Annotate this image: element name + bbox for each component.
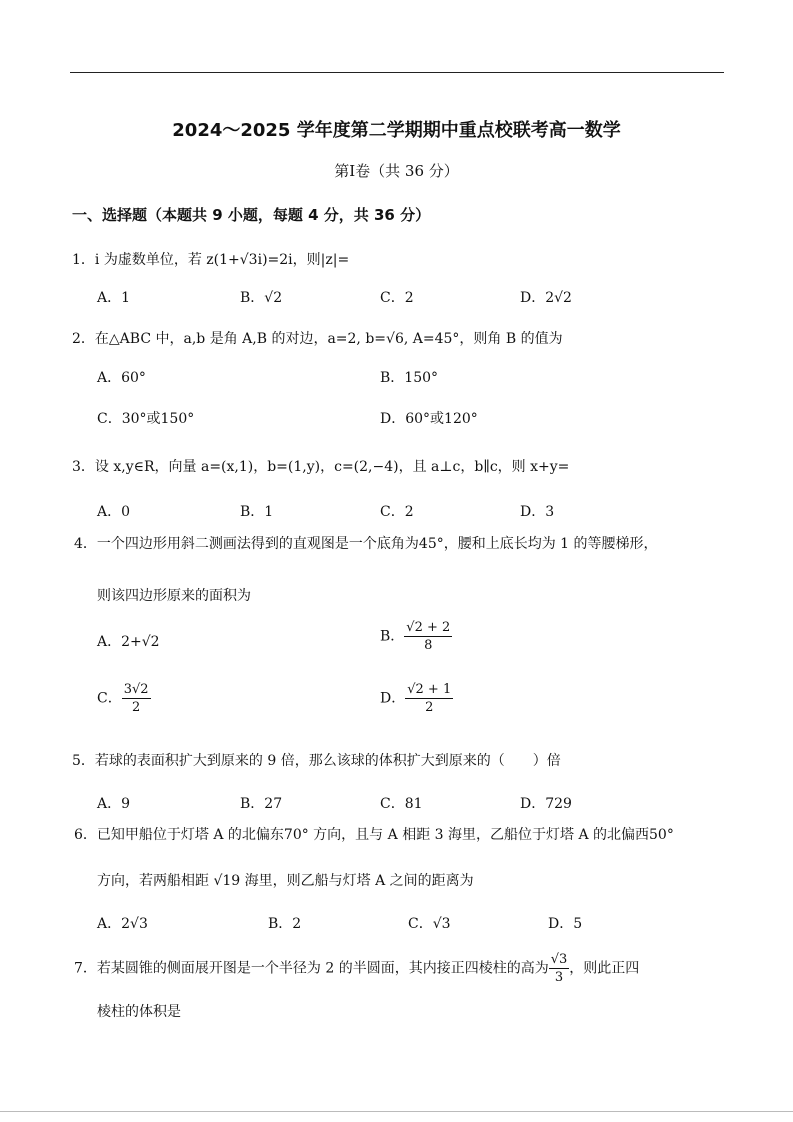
fraction-denominator: 2	[425, 700, 434, 715]
fraction-numerator: √2 + 1	[407, 682, 452, 697]
question-2-stem: 2．在△ABC 中，a,b 是角 A,B 的对边，a=2, b=√6, A=45°，则角 B 的值为	[72, 331, 563, 347]
question-4-stem-line-2: 则该四边形原来的面积为	[97, 588, 251, 604]
stem-text: 7．若某圆锥的侧面展开图是一个半径为 2 的半圆面，其内接正四棱柱的高为	[74, 960, 549, 977]
exam-part-heading: 第Ⅰ卷（共 36 分）	[334, 162, 459, 180]
question-3-option-c: C．2	[380, 504, 414, 520]
bottom-rule	[0, 1111, 793, 1112]
fraction-numerator: 3√2	[123, 682, 149, 697]
question-6-option-a: A．2√3	[97, 916, 148, 932]
fraction	[405, 682, 453, 715]
question-1-option-b: B．√2	[240, 290, 283, 306]
question-6-option-b: B．2	[268, 916, 302, 932]
fraction	[404, 620, 452, 653]
question-4-stem-line-1: 4．一个四边形用斜二测画法得到的直观图是一个底角为45°，腰和上底长均为 1 的等腰梯形，	[74, 536, 658, 552]
question-5-option-c: C．81	[380, 796, 423, 812]
question-7-stem-line-1	[74, 952, 639, 985]
exam-title: 2024～2025 学年度第二学期期中重点校联考高一数学	[172, 120, 621, 141]
question-5-stem: 5．若球的表面积扩大到原来的 9 倍，那么该球的体积扩大到原来的（ ）倍	[72, 753, 561, 769]
fraction	[122, 682, 151, 715]
question-3-option-d: D．3	[520, 504, 555, 520]
option-value: 2+√2	[121, 634, 160, 650]
question-4-option-c	[97, 682, 151, 715]
question-3-option-b: B．1	[240, 504, 274, 520]
question-5-option-b: B．27	[240, 796, 283, 812]
question-2-option-c: C．30°或150°	[97, 411, 195, 427]
question-6-stem-line-2: 方向，若两船相距 √19 海里，则乙船与灯塔 A 之间的距离为	[97, 873, 474, 889]
question-6-stem-line-1: 6．已知甲船位于灯塔 A 的北偏东70° 方向，且与 A 相距 3 海里，乙船位于灯塔 A 的北偏西50°	[74, 827, 674, 843]
stem-text-end: ，则此正四	[569, 960, 640, 977]
question-2-option-a: A．60°	[97, 370, 146, 386]
question-4-option-a	[97, 631, 160, 651]
question-1-option-a: A．1	[97, 290, 131, 306]
question-6-option-d: D．5	[548, 916, 583, 932]
question-6-option-c: C．√3	[408, 916, 451, 932]
question-3-stem: 3．设 x,y∈R，向量 a=(x,1)，b=(1,y)，c=(2,−4)，且 a⊥c，b∥c，则 x+y=	[72, 459, 570, 475]
question-5-option-a: A．9	[97, 796, 131, 812]
fraction-denominator: 8	[424, 638, 433, 653]
question-5-option-d: D．729	[520, 796, 572, 812]
question-1-option-d: D．2√2	[520, 290, 572, 306]
question-7-stem-line-2: 棱柱的体积是	[97, 1004, 181, 1020]
question-4-option-d	[380, 682, 453, 715]
fraction-denominator: 2	[131, 700, 141, 715]
fraction	[549, 952, 570, 985]
fraction-denominator: 3	[554, 970, 564, 985]
question-2-option-d: D．60°或120°	[380, 411, 478, 427]
option-label: C．	[97, 690, 122, 707]
option-label: B．	[380, 628, 405, 645]
question-3-option-a: A．0	[97, 504, 131, 520]
question-1-option-c: C．2	[380, 290, 414, 306]
option-label: A．	[97, 634, 122, 650]
question-4-option-b	[380, 620, 452, 653]
option-label: D．	[380, 690, 406, 707]
section-heading: 一、选择题（本题共 9 小题，每题 4 分，共 36 分）	[72, 206, 431, 224]
fraction-numerator: √2 + 2	[406, 620, 451, 635]
top-rule	[70, 72, 724, 73]
question-1-stem: 1．i 为虚数单位，若 z(1+√3i)=2i，则|z|=	[72, 252, 350, 268]
question-2-option-b: B．150°	[380, 370, 439, 386]
fraction-numerator: √3	[550, 952, 568, 967]
